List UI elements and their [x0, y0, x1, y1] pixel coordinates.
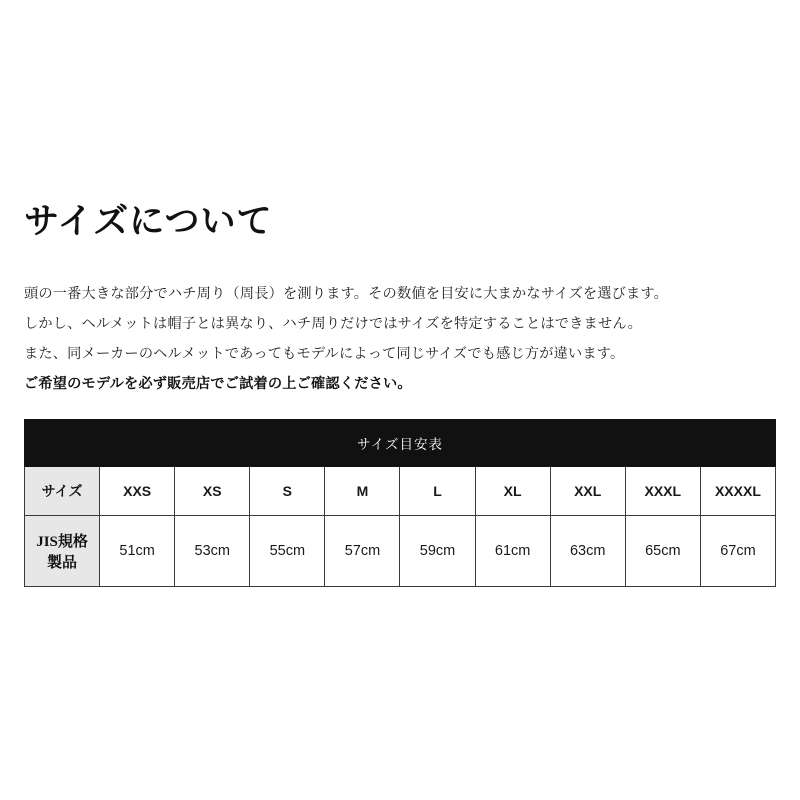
column-header-size-8: XXXXL: [700, 467, 775, 516]
column-header-size-6: XXL: [550, 467, 625, 516]
column-header-size-4: L: [400, 467, 475, 516]
cell-jis-6: 63cm: [550, 516, 625, 587]
cell-jis-5: 61cm: [475, 516, 550, 587]
page-title: サイズについて: [24, 202, 273, 241]
cell-jis-8: 67cm: [700, 516, 775, 587]
cell-jis-2: 55cm: [250, 516, 325, 587]
cell-jis-4: 59cm: [400, 516, 475, 587]
cell-jis-1: 53cm: [175, 516, 250, 587]
size-chart-table: [24, 419, 776, 587]
column-header-size-7: XXXL: [625, 467, 700, 516]
column-header-size-3: M: [325, 467, 400, 516]
description-line-3: また、同メーカーのヘルメットであってもモデルによって同じサイズでも感じ方が違います。: [24, 346, 625, 362]
column-header-size-label: サイズ: [25, 467, 100, 516]
column-header-size-2: S: [250, 467, 325, 516]
table-caption-row: [25, 420, 776, 467]
cell-jis-3: 57cm: [325, 516, 400, 587]
table-caption: サイズ目安表: [25, 420, 776, 467]
column-header-size-1: XS: [175, 467, 250, 516]
cell-jis-7: 65cm: [625, 516, 700, 587]
cell-jis-0: 51cm: [100, 516, 175, 587]
table-row: [25, 516, 776, 587]
column-header-size-0: XXS: [100, 467, 175, 516]
description-line-2: しかし、ヘルメットは帽子とは異なり、ハチ周りだけではサイズを特定することはできません。: [24, 316, 642, 332]
row-header-jis: JIS規格製品: [25, 516, 100, 587]
column-header-size-5: XL: [475, 467, 550, 516]
description-line-1: 頭の一番大きな部分でハチ周り（周長）を測ります。その数値を目安に大まかなサイズを選びます。: [24, 286, 669, 302]
description-emphasis: ご希望のモデルを必ず販売店でご試着の上ご確認ください。: [24, 376, 412, 392]
table-row: [25, 467, 776, 516]
description-block: [24, 283, 776, 403]
